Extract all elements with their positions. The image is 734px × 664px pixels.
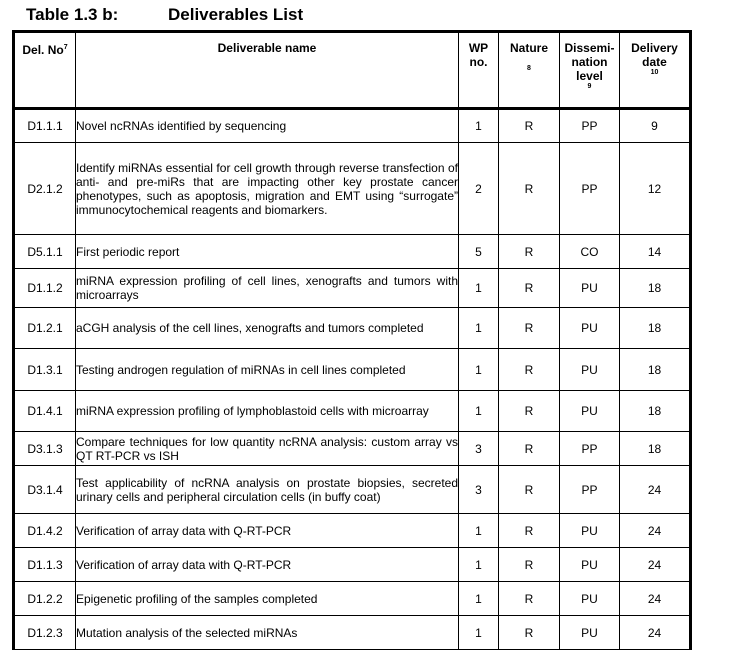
deliverable-id: D5.1.1 xyxy=(14,235,76,269)
deliverable-id: D3.1.4 xyxy=(14,466,76,514)
nature: R xyxy=(499,616,560,650)
col-header-name: Deliverable name xyxy=(76,32,459,109)
deliverable-id: D2.1.2 xyxy=(14,143,76,235)
deliverable-id: D1.2.3 xyxy=(14,616,76,650)
wp-number: 3 xyxy=(459,466,499,514)
deliverable-id: D1.2.1 xyxy=(14,308,76,349)
wp-number: 1 xyxy=(459,308,499,349)
dissemination-level: PP xyxy=(560,109,620,143)
wp-number: 1 xyxy=(459,616,499,650)
delivery-date: 18 xyxy=(620,308,691,349)
dissemination-level: PP xyxy=(560,143,620,235)
wp-number: 1 xyxy=(459,391,499,432)
nature: R xyxy=(499,269,560,308)
dissemination-level: PU xyxy=(560,582,620,616)
deliverable-id: D1.4.1 xyxy=(14,391,76,432)
deliverable-name: aCGH analysis of the cell lines, xenografts and tumors completed xyxy=(76,308,459,349)
deliverable-id: D1.2.2 xyxy=(14,582,76,616)
delivery-date: 24 xyxy=(620,548,691,582)
delivery-date: 12 xyxy=(620,143,691,235)
dissemination-level: PU xyxy=(560,616,620,650)
delivery-date: 18 xyxy=(620,432,691,466)
wp-number: 1 xyxy=(459,582,499,616)
nature: R xyxy=(499,235,560,269)
nature: R xyxy=(499,391,560,432)
dissemination-level: PU xyxy=(560,269,620,308)
table-row xyxy=(14,432,691,466)
table-row xyxy=(14,349,691,391)
deliverable-name: Epigenetic profiling of the samples completed xyxy=(76,582,459,616)
dissemination-level: PU xyxy=(560,391,620,432)
wp-number: 3 xyxy=(459,432,499,466)
table-title: Deliverables List xyxy=(168,5,304,24)
deliverable-name: Mutation analysis of the selected miRNAs xyxy=(76,616,459,650)
col-header-wp: WP no. xyxy=(459,32,499,109)
dissemination-level: PU xyxy=(560,514,620,548)
deliverable-id: D1.1.1 xyxy=(14,109,76,143)
deliverable-id: D3.1.3 xyxy=(14,432,76,466)
table-row xyxy=(14,466,691,514)
col-header-delivery: Delivery date 10 xyxy=(620,32,691,109)
table-row xyxy=(14,308,691,349)
wp-number: 5 xyxy=(459,235,499,269)
wp-number: 1 xyxy=(459,349,499,391)
deliverable-id: D1.4.2 xyxy=(14,514,76,548)
delivery-date: 24 xyxy=(620,466,691,514)
delivery-date: 24 xyxy=(620,616,691,650)
deliverable-id: D1.1.2 xyxy=(14,269,76,308)
dissemination-level: PU xyxy=(560,548,620,582)
table-row xyxy=(14,235,691,269)
table-row xyxy=(14,548,691,582)
nature: R xyxy=(499,143,560,235)
dissemination-level: CO xyxy=(560,235,620,269)
nature: R xyxy=(499,109,560,143)
nature: R xyxy=(499,432,560,466)
table-row xyxy=(14,514,691,548)
wp-number: 1 xyxy=(459,109,499,143)
delivery-date: 18 xyxy=(620,269,691,308)
wp-number: 1 xyxy=(459,269,499,308)
table-row xyxy=(14,143,691,235)
delivery-date: 24 xyxy=(620,582,691,616)
deliverable-name: Testing androgen regulation of miRNAs in cell lines completed xyxy=(76,349,459,391)
nature: R xyxy=(499,466,560,514)
wp-number: 2 xyxy=(459,143,499,235)
col-header-del-no: Del. No$^7$ xyxy=(14,32,76,109)
table-caption xyxy=(26,5,303,25)
wp-number: 1 xyxy=(459,548,499,582)
col-header-nature: Nature 8 xyxy=(499,32,560,109)
nature: R xyxy=(499,582,560,616)
table-row xyxy=(14,269,691,308)
table-row xyxy=(14,109,691,143)
table-row xyxy=(14,391,691,432)
deliverable-name: Novel ncRNAs identified by sequencing xyxy=(76,109,459,143)
deliverable-id: D1.1.3 xyxy=(14,548,76,582)
deliverable-name: Identify miRNAs essential for cell growth through reverse transfection of anti- and pre-miRs that are impacting other key prostate cancer phenotypes, such as apoptosis, migration and EMT using “surrogate” immunocytochemical reagents and biomarkers. xyxy=(76,143,459,235)
delivery-date: 14 xyxy=(620,235,691,269)
nature: R xyxy=(499,349,560,391)
dissemination-level: PU xyxy=(560,349,620,391)
delivery-date: 24 xyxy=(620,514,691,548)
dissemination-level: PU xyxy=(560,308,620,349)
wp-number: 1 xyxy=(459,514,499,548)
deliverables-table xyxy=(12,30,692,650)
delivery-date: 18 xyxy=(620,391,691,432)
deliverable-name: Test applicability of ncRNA analysis on prostate biopsies, secreted urinary cells and peripheral circulation cells (in buffy coat) xyxy=(76,466,459,514)
header-row xyxy=(14,32,691,109)
delivery-date: 9 xyxy=(620,109,691,143)
dissemination-level: PP xyxy=(560,432,620,466)
table-row xyxy=(14,582,691,616)
deliverable-name: First periodic report xyxy=(76,235,459,269)
deliverable-id: D1.3.1 xyxy=(14,349,76,391)
col-header-dissemination: Dissemi- nation level 9 xyxy=(560,32,620,109)
deliverable-name: Compare techniques for low quantity ncRNA analysis: custom array vs QT RT-PCR vs ISH xyxy=(76,432,459,466)
deliverable-name: miRNA expression profiling of cell lines, xenografts and tumors with microarrays xyxy=(76,269,459,308)
nature: R xyxy=(499,514,560,548)
deliverable-name: Verification of array data with Q-RT-PCR xyxy=(76,548,459,582)
dissemination-level: PP xyxy=(560,466,620,514)
nature: R xyxy=(499,548,560,582)
table-row xyxy=(14,616,691,650)
nature: R xyxy=(499,308,560,349)
table-number: Table 1.3 b: xyxy=(26,5,119,24)
deliverable-name: Verification of array data with Q-RT-PCR xyxy=(76,514,459,548)
delivery-date: 18 xyxy=(620,349,691,391)
deliverable-name: miRNA expression profiling of lymphoblastoid cells with microarray xyxy=(76,391,459,432)
